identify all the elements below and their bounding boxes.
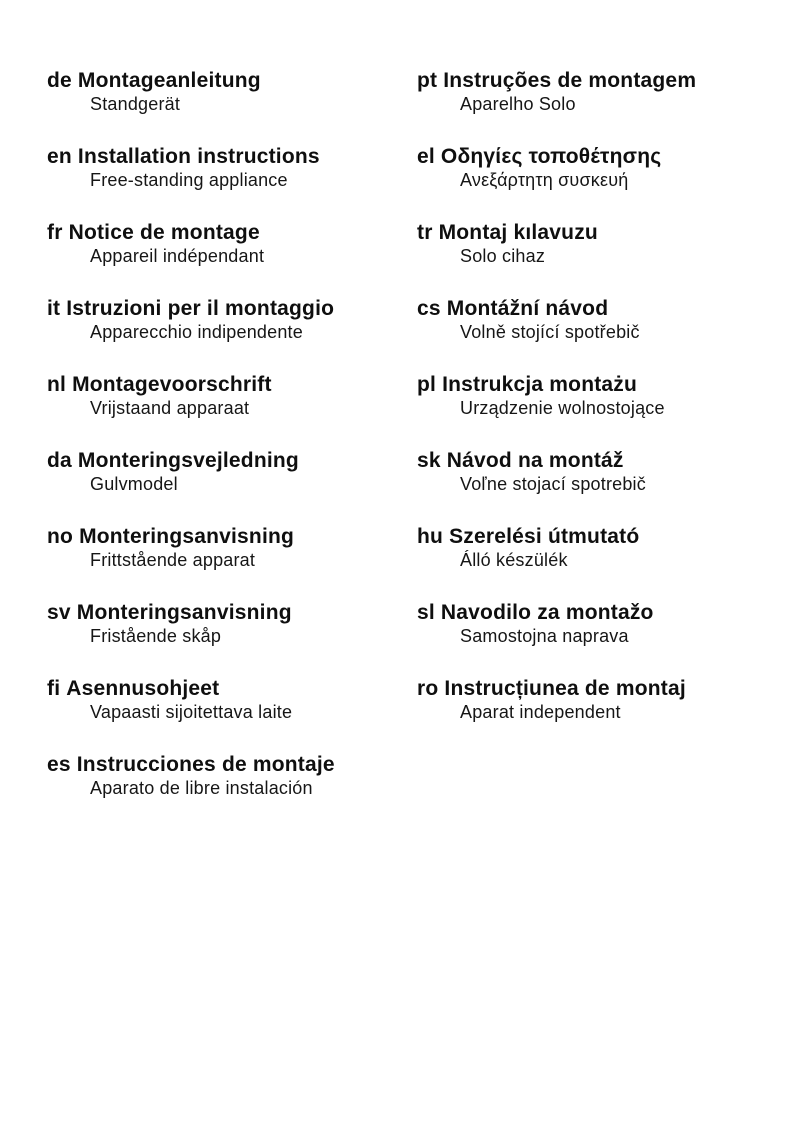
entry-title-line	[417, 221, 696, 245]
language-code: de	[47, 69, 72, 92]
language-entry	[417, 677, 696, 723]
entry-subtitle: Frittstående apparat	[90, 550, 256, 570]
language-code: no	[47, 525, 74, 548]
entry-subtitle: Samostojna naprava	[460, 626, 629, 646]
entry-title-line	[417, 525, 696, 549]
language-entry	[417, 449, 696, 495]
entry-title: Montageanleitung	[77, 69, 261, 92]
language-entry	[417, 373, 696, 419]
language-entry	[417, 69, 696, 115]
entry-subtitle: Solo cihaz	[460, 246, 546, 266]
language-column-right	[417, 69, 696, 753]
entry-title: Montaj kılavuzu	[438, 221, 598, 244]
language-code: en	[47, 145, 72, 168]
entry-title-line	[47, 449, 335, 473]
entry-title-line	[417, 297, 696, 321]
entry-title: Οδηγίες τοποθέτησης	[440, 145, 662, 168]
entry-title: Monteringsvejledning	[77, 449, 299, 472]
entry-subtitle: Ανεξάρτητη συσκευή	[460, 170, 629, 190]
entry-title-line	[47, 297, 335, 321]
language-entry	[47, 525, 335, 571]
language-entry	[47, 449, 335, 495]
language-entry	[417, 525, 696, 571]
entry-subtitle: Gulvmodel	[90, 474, 178, 494]
entry-title-line	[47, 373, 335, 397]
entry-subtitle: Vrijstaand apparaat	[90, 398, 250, 418]
entry-title: Monteringsanvisning	[79, 525, 295, 548]
language-code: it	[47, 297, 61, 320]
entry-subtitle: Urządzenie wolnostojące	[460, 398, 665, 418]
entry-subtitle: Apparecchio indipendente	[90, 322, 303, 342]
entry-title-line	[417, 449, 696, 473]
language-entry	[47, 677, 335, 723]
entry-title: Monteringsanvisning	[76, 601, 292, 624]
entry-title: Installation instructions	[77, 145, 320, 168]
entry-title-line	[47, 145, 335, 169]
language-entry	[47, 753, 335, 799]
entry-title-line	[47, 753, 335, 777]
language-code: tr	[417, 221, 433, 244]
language-code: pl	[417, 373, 437, 396]
language-code: sv	[47, 601, 71, 624]
entry-subtitle: Free-standing appliance	[90, 170, 288, 190]
language-entry	[47, 145, 335, 191]
language-entry	[47, 373, 335, 419]
entry-title-line	[47, 221, 335, 245]
entry-title: Montagevoorschrift	[72, 373, 272, 396]
language-entry	[417, 601, 696, 647]
entry-title: Instrukcja montażu	[442, 373, 638, 396]
entry-title-line	[417, 677, 696, 701]
entry-subtitle: Volně stojící spotřebič	[460, 322, 640, 342]
entry-subtitle: Álló készülék	[460, 550, 568, 570]
entry-title-line	[417, 601, 696, 625]
entry-title: Návod na montáž	[446, 449, 624, 472]
entry-title: Asennusohjeet	[66, 677, 220, 700]
entry-subtitle: Aparato de libre instalación	[90, 778, 313, 798]
entry-title: Istruzioni per il montaggio	[66, 297, 335, 320]
language-code: fr	[47, 221, 63, 244]
entry-subtitle: Standgerät	[90, 94, 181, 114]
entry-title: Instrucciones de montaje	[76, 753, 335, 776]
entry-subtitle: Aparelho Solo	[460, 94, 576, 114]
entry-subtitle: Voľne stojací spotrebič	[460, 474, 646, 494]
entry-title: Notice de montage	[68, 221, 260, 244]
language-entry	[47, 601, 335, 647]
language-code: fi	[47, 677, 61, 700]
entry-title: Navodilo za montažo	[440, 601, 654, 624]
entry-title-line	[47, 601, 335, 625]
entry-title: Instrucțiunea de montaj	[444, 677, 686, 700]
language-code: nl	[47, 373, 67, 396]
entry-title: Montážní návod	[446, 297, 609, 320]
entry-subtitle: Vapaasti sijoitettava laite	[90, 702, 293, 722]
entry-title-line	[47, 525, 335, 549]
language-entry	[47, 297, 335, 343]
language-code: pt	[417, 69, 438, 92]
language-entry	[417, 145, 696, 191]
entry-title-line	[417, 145, 696, 169]
language-entry	[47, 69, 335, 115]
entry-title: Instruções de montagem	[443, 69, 697, 92]
language-code: es	[47, 753, 71, 776]
language-entry	[417, 297, 696, 343]
language-code: el	[417, 145, 435, 168]
language-code: ro	[417, 677, 439, 700]
language-code: hu	[417, 525, 444, 548]
entry-subtitle: Aparat independent	[460, 702, 621, 722]
language-code: sl	[417, 601, 435, 624]
entry-title-line	[47, 677, 335, 701]
language-column-left	[47, 69, 335, 829]
language-entry	[47, 221, 335, 267]
entry-subtitle: Appareil indépendant	[90, 246, 265, 266]
language-code: cs	[417, 297, 441, 320]
entry-title-line	[47, 69, 335, 93]
language-entry	[417, 221, 696, 267]
language-code: da	[47, 449, 72, 472]
entry-title-line	[417, 69, 696, 93]
entry-title: Szerelési útmutató	[449, 525, 640, 548]
language-code: sk	[417, 449, 441, 472]
entry-subtitle: Fristående skåp	[90, 626, 222, 646]
entry-title-line	[417, 373, 696, 397]
